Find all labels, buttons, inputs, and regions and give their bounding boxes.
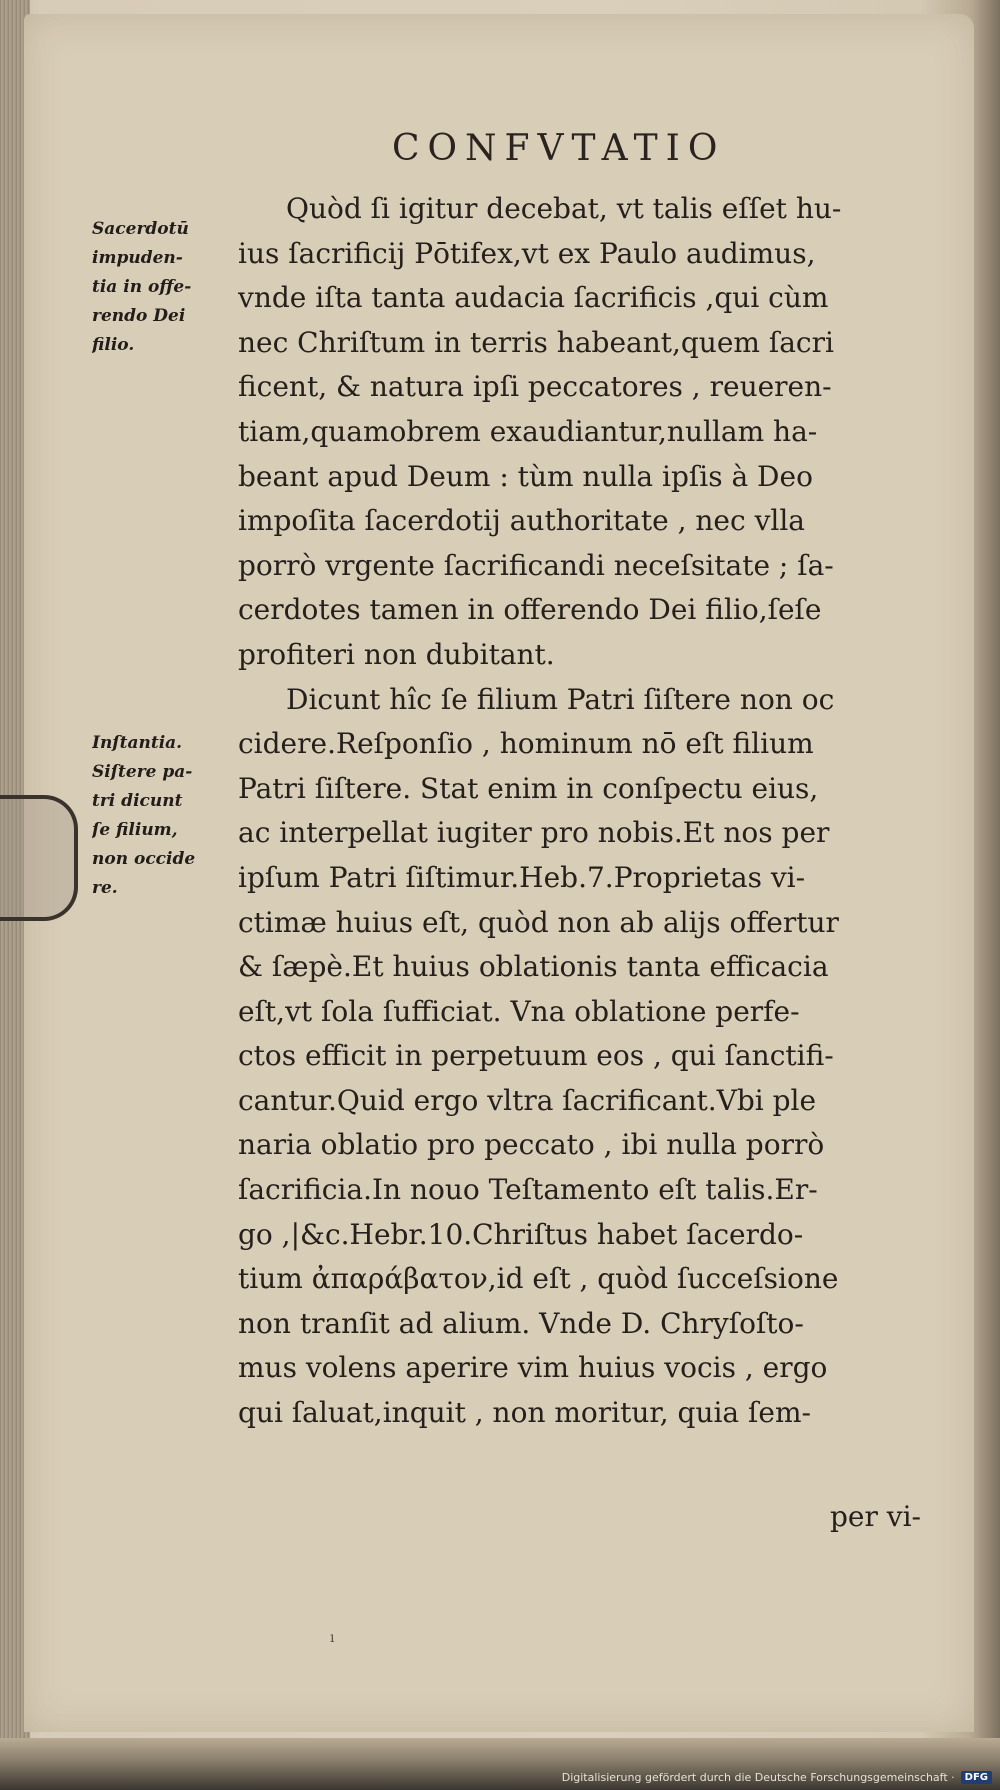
text-line: ſacrificia.In nouo Teſtamento eſt talis.Er-: [238, 1173, 818, 1207]
text-line: cerdotes tamen in offerendo Dei filio,ſeſe: [238, 593, 822, 627]
stray-mark: ı: [330, 1630, 335, 1646]
marginal-line: rendo Dei: [92, 306, 186, 326]
text-line: non tranſit ad alium. Vnde D. Chryſoſto-: [238, 1306, 804, 1340]
marginal-line: Siſtere pa-: [92, 762, 193, 782]
marginal-line: non occide: [92, 849, 196, 869]
text-line: cidere.Reſponſio , hominum nō eſt filium: [238, 727, 814, 761]
text-line: qui ſaluat,inquit , non moritur, quia ſem-: [238, 1396, 811, 1430]
marginal-line: Inſtantia.: [92, 733, 183, 753]
text-line: tiam,quamobrem exaudiantur,nullam ha-: [238, 414, 818, 448]
text-line: ctos efficit in perpetuum eos , qui ſanctifi-: [238, 1039, 834, 1073]
text-line: ipſum Patri ſiſtimur.Heb.7.Proprietas vi-: [238, 860, 806, 894]
text-line: ctimæ huius eſt, quòd non ab alijs offertur: [238, 905, 839, 939]
dfg-logo: DFG: [961, 1771, 992, 1784]
digitization-footer: [562, 1771, 992, 1784]
marginal-line: impuden-: [92, 248, 183, 268]
marginal-note-2: [92, 729, 238, 903]
text-line: impoſita ſacerdotij authoritate , nec vlla: [238, 504, 805, 538]
text-line: beant apud Deum : tùm nulla ipſis à Deo: [238, 459, 813, 493]
text-line: go ,|&c.Hebr.10.Chriſtus habet ſacerdo-: [238, 1217, 804, 1251]
text-line: Dicunt hîc ſe filium Patri ſiſtere non oc: [286, 682, 835, 716]
book-clip: [0, 795, 78, 921]
text-line: ius ſacrificij Pōtifex,vt ex Paulo audimus,: [238, 236, 816, 270]
marginal-line: Sacerdotū: [92, 219, 189, 239]
text-line: profiteri non dubitant.: [238, 637, 555, 671]
running-head: CONFVTATIO: [392, 128, 726, 169]
text-line: Quòd ſi igitur decebat, vt talis eſſet hu-: [286, 192, 842, 225]
text-line: nec Chriſtum in terris habeant,quem ſacri: [238, 325, 834, 359]
text-line: Patri ſiſtere. Stat enim in conſpectu eius,: [238, 771, 819, 805]
marginal-line: filio.: [92, 335, 135, 355]
marginal-line: tri dicunt: [92, 791, 183, 811]
marginal-note-1: [92, 215, 238, 360]
catchword: per vi-: [830, 1500, 922, 1533]
body-text: [238, 187, 938, 1436]
text-line: vnde iſta tanta audacia ſacrificis ,qui cùm: [238, 281, 829, 315]
text-line: naria oblatio pro peccato , ibi nulla porrò: [238, 1128, 825, 1162]
marginal-line: tia in offe-: [92, 277, 192, 297]
text-line: eſt,vt ſola ſufficiat. Vna oblatione perfe-: [238, 994, 800, 1028]
text-line: ac interpellat iugiter pro nobis.Et nos per: [238, 816, 830, 850]
text-line: cantur.Quid ergo vltra ſacrificant.Vbi ple: [238, 1083, 817, 1117]
footer-text: Digitalisierung gefördert durch die Deutsche Forschungsgemeinschaft ·: [561, 1771, 955, 1784]
text-line: ficent, & natura ipſi peccatores , reueren-: [238, 370, 832, 404]
marginal-line: re.: [92, 878, 118, 898]
text-line: & ſæpè.Et huius oblationis tanta efficacia: [238, 950, 829, 984]
marginal-line: ſe filium,: [92, 820, 178, 840]
text-line: mus volens aperire vim huius vocis , ergo: [238, 1351, 828, 1385]
text-line: porrò vrgente ſacrificandi neceſsitate ; ſa-: [238, 548, 834, 582]
text-line: tium ἀπαράβατον,id eſt , quòd ſucceſsione: [238, 1262, 839, 1296]
